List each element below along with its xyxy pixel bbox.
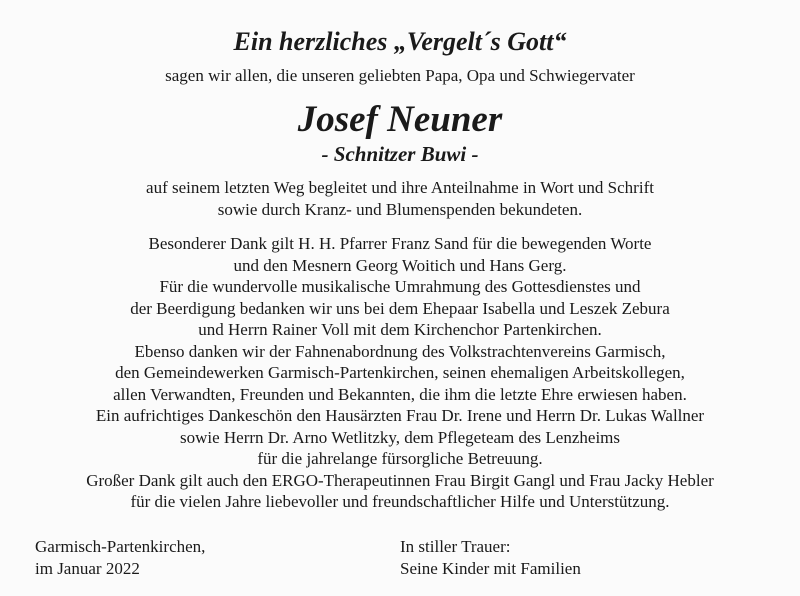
date: im Januar 2022 (35, 558, 140, 578)
text-line: sowie Herrn Dr. Arno Wetlitzky, dem Pflegeteam des Lenzheims (179, 427, 621, 447)
acknowledgements-paragraph (0, 233, 800, 513)
place-and-date (35, 536, 205, 579)
signature-block (400, 536, 581, 579)
text-line: Für die wundervolle musikalische Umrahmung des Gottesdienstes und (159, 277, 641, 296)
text-line: allen Verwandten, Freunden und Bekannten, die ihm die letzte Ehre erwiesen haben. (113, 384, 687, 404)
text-line: für die vielen Jahre liebevoller und freundschaftlicher Hilfe und Unterstützung. (130, 492, 670, 511)
text-line: Besonderer Dank gilt H. H. Pfarrer Franz Sand für die bewegenden Worte (148, 234, 652, 253)
text-line: und Herrn Rainer Voll mit dem Kirchenchor Partenkirchen. (198, 320, 602, 339)
text-line: der Beerdigung bedanken wir uns bei dem Ehepaar Isabella und Leszek Zebura (130, 298, 670, 318)
deceased-nickname: - Schnitzer Buwi - (321, 142, 479, 166)
text-line: Ein aufrichtiges Dankeschön den Hausärzten Frau Dr. Irene und Herrn Dr. Lukas Wallner (95, 406, 705, 425)
mourning-label: In stiller Trauer: (400, 537, 511, 556)
text-line: auf seinem letzten Weg begleitet und ihre Anteilnahme in Wort und Schrift (146, 178, 654, 197)
place: Garmisch-Partenkirchen, (35, 537, 206, 556)
heading: Ein herzliches „Vergelt´s Gott“ (233, 27, 567, 56)
intro-line: sagen wir allen, die unseren geliebten Papa, Opa und Schwiegervater (165, 66, 635, 85)
deceased-name: Josef Neuner (297, 99, 503, 140)
text-line: Ebenso danken wir der Fahnenabordnung des Volkstrachtenvereins Garmisch, (134, 341, 666, 361)
text-line: und den Mesnern Georg Woitich und Hans Gerg. (233, 255, 567, 275)
signature: Seine Kinder mit Familien (400, 558, 581, 578)
text-line: Großer Dank gilt auch den ERGO-Therapeutinnen Frau Birgit Gangl und Frau Jacky Hebler (86, 470, 714, 490)
thanks-paragraph (0, 177, 800, 220)
text-line: sowie durch Kranz- und Blumenspenden bekundeten. (217, 199, 583, 219)
text-line: den Gemeindewerken Garmisch-Partenkirchen, seinen ehemaligen Arbeitskollegen, (115, 363, 685, 382)
text-line: für die jahrelange fürsorgliche Betreuung. (257, 449, 543, 468)
